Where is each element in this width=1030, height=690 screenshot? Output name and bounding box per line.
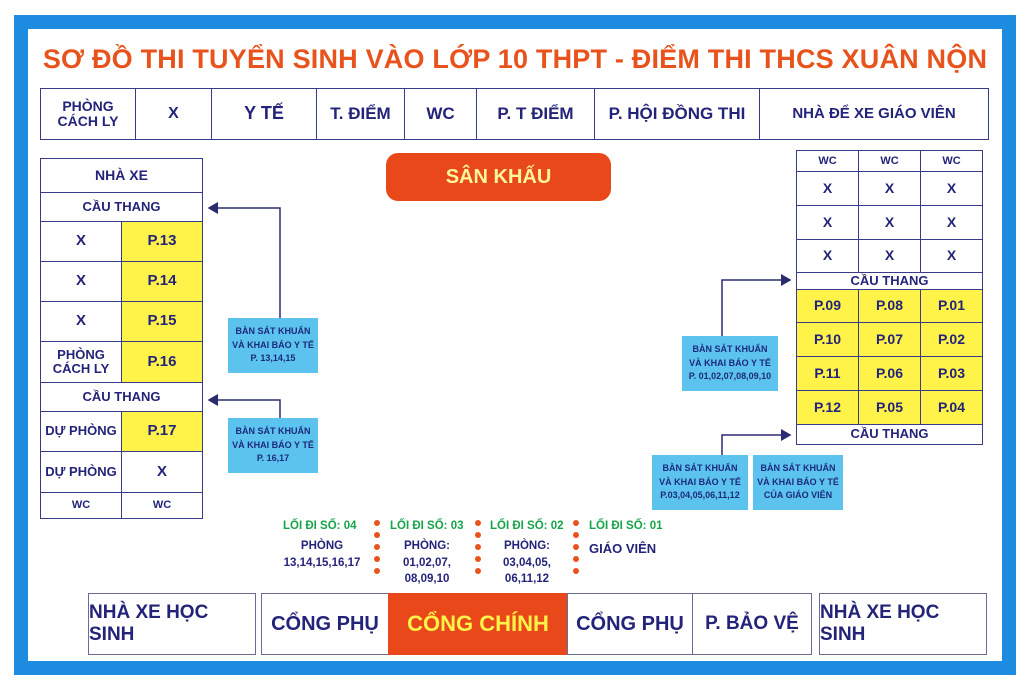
lane-1-text: [589, 540, 659, 559]
sanitize-line: P. 16,17: [256, 453, 290, 464]
left-row-2-a: X: [40, 261, 122, 302]
sanitize-station-teachers: [753, 455, 843, 510]
lane-line: 03,04,05,: [503, 556, 551, 569]
left-wc-1: WC: [40, 492, 122, 519]
room-p15: P.15: [121, 301, 203, 342]
top-council-room: P. HỘI ĐỒNG THI: [594, 88, 760, 140]
right-x-cell: X: [796, 205, 859, 240]
lane-line: 06,11,12: [504, 573, 550, 586]
room-p07: P.07: [858, 322, 921, 357]
side-gate-left: CỔNG PHỤ: [261, 593, 389, 655]
page-title: SƠ ĐỒ THI TUYỂN SINH VÀO LỚP 10 THPT - ĐIỂM THI THCS XUÂN NỘN: [42, 44, 988, 74]
sanitize-line: BÀN SÁT KHUẨN: [235, 425, 311, 436]
right-x-cell: X: [920, 205, 983, 240]
left-reserve-1: DỰ PHÒNG: [40, 411, 122, 452]
right-stair-2: CẦU THANG: [796, 424, 983, 445]
right-x-cell: X: [920, 239, 983, 273]
sanitize-line: VÀ KHAI BÁO Y TẾ: [689, 357, 771, 368]
room-p11: P.11: [796, 356, 859, 391]
left-reserve-2-x: X: [121, 451, 203, 493]
stage: SÂN KHẤU: [386, 153, 611, 201]
sanitize-line: P. 01,02,07,08,09,10: [688, 371, 772, 382]
room-p09: P.09: [796, 289, 859, 323]
main-gate: CỔNG CHÍNH: [388, 593, 568, 655]
left-stair-2: CẦU THANG: [40, 382, 203, 412]
right-x-cell: X: [858, 239, 921, 273]
student-parking-left: NHÀ XE HỌC SINH: [88, 593, 256, 655]
sanitize-station-p13-15: [228, 318, 318, 373]
sanitize-line: VÀ KHAI BÁO Y TẾ: [232, 339, 314, 350]
right-x-cell: X: [858, 205, 921, 240]
room-p14: P.14: [121, 261, 203, 302]
sanitize-station-right-upper: [682, 336, 778, 391]
arrow-to-left-stair-2: [209, 400, 280, 418]
arrow-to-left-stair-1: [209, 208, 280, 318]
lane-line: PHÒNG:: [404, 540, 450, 552]
lane-divider: [474, 520, 482, 580]
room-p04: P.04: [920, 390, 983, 425]
right-x-cell: X: [796, 239, 859, 273]
top-medical: Y TẾ: [211, 88, 317, 140]
sanitize-line: CỦA GIÁO VIÊN: [763, 490, 833, 501]
sanitize-station-p16-17: [228, 418, 318, 473]
lane-line: GIÁO VIÊN: [589, 541, 657, 556]
room-p02: P.02: [920, 322, 983, 357]
sanitize-line: VÀ KHAI BÁO Y TẾ: [757, 476, 839, 487]
top-isolation-room: PHÒNG CÁCH LY: [40, 88, 136, 140]
top-teacher-parking: NHÀ ĐỂ XE GIÁO VIÊN: [759, 88, 989, 140]
sanitize-line: BÀN SÁT KHUẨN: [235, 325, 311, 336]
lane-1-label: LỐI ĐI SỐ: 01: [589, 520, 663, 532]
left-row-3-a: X: [40, 301, 122, 342]
right-x-cell: X: [796, 171, 859, 206]
right-x-cell: X: [858, 171, 921, 206]
security-room: P. BẢO VỆ: [692, 593, 812, 655]
left-stair-1: CẦU THANG: [40, 192, 203, 222]
room-p08: P.08: [858, 289, 921, 323]
room-p01: P.01: [920, 289, 983, 323]
sanitize-line: P.03,04,05,06,11,12: [660, 490, 740, 501]
arrow-to-right-stair-2: [722, 435, 790, 455]
student-parking-right: NHÀ XE HỌC SINH: [819, 593, 987, 655]
lane-line: PHÒNG:: [504, 540, 550, 552]
left-reserve-2: DỰ PHÒNG: [40, 451, 122, 493]
top-score-room: P. T ĐIỂM: [476, 88, 595, 140]
lane-line: PHÒNG: [300, 540, 344, 552]
lane-divider: [373, 520, 381, 580]
lane-4-text: [270, 538, 374, 571]
lane-2-label: LỐI ĐI SỐ: 02: [490, 520, 564, 532]
sanitize-line: P. 13,14,15: [250, 353, 296, 364]
room-p17: P.17: [121, 411, 203, 452]
left-wc-2: WC: [121, 492, 203, 519]
arrow-to-right-stair-1: [722, 280, 790, 336]
top-wc: WC: [404, 88, 477, 140]
sanitize-line: BÀN SÁT KHUẨN: [760, 462, 836, 473]
room-p03: P.03: [920, 356, 983, 391]
room-p12: P.12: [796, 390, 859, 425]
right-stair-1: CẦU THANG: [796, 272, 983, 290]
sanitize-line: BÀN SÁT KHUẨN: [662, 462, 738, 473]
right-x-cell: X: [920, 171, 983, 206]
lane-line: 08,09,10: [404, 573, 450, 586]
left-isolation-room: PHÒNG CÁCH LY: [40, 341, 122, 383]
room-p13: P.13: [121, 221, 203, 262]
sanitize-station-right-lower: [652, 455, 748, 510]
lane-4-label: LỐI ĐI SỐ: 04: [283, 520, 357, 532]
side-gate-right: CỔNG PHỤ: [567, 593, 693, 655]
room-p05: P.05: [858, 390, 921, 425]
lane-3-text: [390, 538, 464, 588]
room-p10: P.10: [796, 322, 859, 357]
lane-line: 13,14,15,16,17: [283, 556, 361, 569]
left-bike-shed: NHÀ XE: [40, 158, 203, 193]
top-x: X: [135, 88, 212, 140]
lane-line: 01,02,07,: [403, 556, 451, 569]
lane-2-text: [490, 538, 564, 588]
sanitize-line: VÀ KHAI BÁO Y TẾ: [659, 476, 741, 487]
lane-divider: [572, 520, 580, 580]
room-p16: P.16: [121, 341, 203, 383]
right-wc-1: WC: [796, 150, 859, 172]
sanitize-line: BÀN SÁT KHUẨN: [692, 343, 768, 354]
top-score-point: T. ĐIỂM: [316, 88, 405, 140]
sanitize-line: VÀ KHAI BÁO Y TẾ: [232, 439, 314, 450]
left-row-1-a: X: [40, 221, 122, 262]
right-wc-2: WC: [858, 150, 921, 172]
room-p06: P.06: [858, 356, 921, 391]
lane-3-label: LỐI ĐI SỐ: 03: [390, 520, 464, 532]
right-wc-3: WC: [920, 150, 983, 172]
